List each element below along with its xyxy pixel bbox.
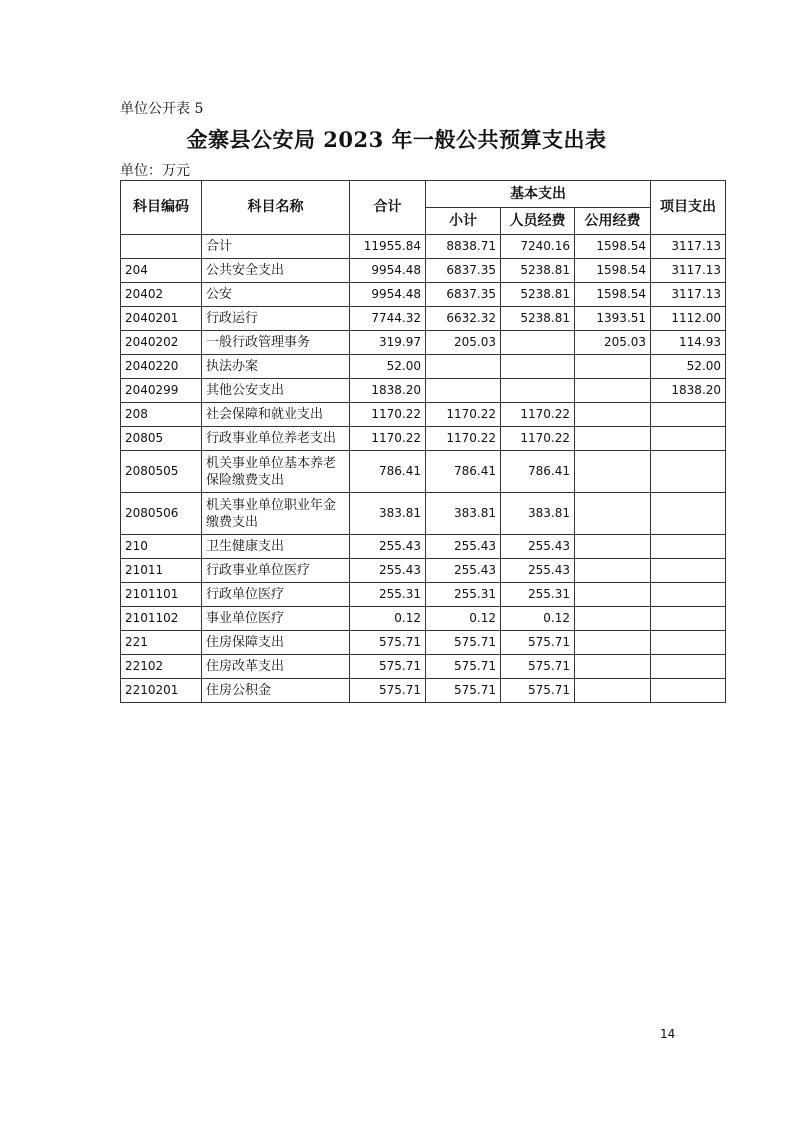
cell-personnel: 1170.22 <box>501 427 575 451</box>
cell-total: 9954.48 <box>350 259 426 283</box>
cell-total: 0.12 <box>350 607 426 631</box>
cell-subtotal: 786.41 <box>426 451 501 493</box>
cell-name: 机关事业单位职业年金缴费支出 <box>202 493 350 535</box>
cell-name: 行政单位医疗 <box>202 583 350 607</box>
cell-subtotal: 1170.22 <box>426 427 501 451</box>
cell-name: 一般行政管理事务 <box>202 331 350 355</box>
cell-name: 卫生健康支出 <box>202 535 350 559</box>
cell-project <box>651 493 726 535</box>
cell-subtotal: 255.31 <box>426 583 501 607</box>
cell-code: 2210201 <box>121 679 202 703</box>
cell-name: 执法办案 <box>202 355 350 379</box>
table-row <box>121 679 726 703</box>
cell-public <box>575 355 651 379</box>
cell-code: 20402 <box>121 283 202 307</box>
cell-subtotal <box>426 355 501 379</box>
header-basic: 基本支出 <box>426 181 651 208</box>
cell-name: 社会保障和就业支出 <box>202 403 350 427</box>
cell-total: 575.71 <box>350 655 426 679</box>
cell-code: 20805 <box>121 427 202 451</box>
cell-public: 1393.51 <box>575 307 651 331</box>
cell-personnel <box>501 379 575 403</box>
cell-total: 11955.84 <box>350 235 426 259</box>
table-row <box>121 307 726 331</box>
cell-personnel: 786.41 <box>501 451 575 493</box>
cell-total: 383.81 <box>350 493 426 535</box>
cell-personnel: 575.71 <box>501 679 575 703</box>
cell-personnel: 7240.16 <box>501 235 575 259</box>
cell-personnel: 5238.81 <box>501 307 575 331</box>
cell-personnel: 255.43 <box>501 559 575 583</box>
header-name: 科目名称 <box>202 181 350 235</box>
cell-project: 3117.13 <box>651 259 726 283</box>
cell-personnel: 383.81 <box>501 493 575 535</box>
cell-public <box>575 403 651 427</box>
cell-subtotal: 6837.35 <box>426 283 501 307</box>
cell-personnel: 575.71 <box>501 631 575 655</box>
cell-subtotal: 8838.71 <box>426 235 501 259</box>
cell-subtotal: 0.12 <box>426 607 501 631</box>
header-project: 项目支出 <box>651 181 726 235</box>
cell-project <box>651 451 726 493</box>
cell-personnel: 5238.81 <box>501 259 575 283</box>
table-row <box>121 631 726 655</box>
header-code: 科目编码 <box>121 181 202 235</box>
cell-public <box>575 493 651 535</box>
cell-project <box>651 583 726 607</box>
cell-code: 2040299 <box>121 379 202 403</box>
cell-code: 221 <box>121 631 202 655</box>
table-row <box>121 259 726 283</box>
cell-public <box>575 631 651 655</box>
cell-public <box>575 655 651 679</box>
table-row <box>121 607 726 631</box>
cell-project: 3117.13 <box>651 235 726 259</box>
cell-public: 205.03 <box>575 331 651 355</box>
cell-public <box>575 535 651 559</box>
cell-code: 2080506 <box>121 493 202 535</box>
cell-project <box>651 679 726 703</box>
cell-subtotal: 6837.35 <box>426 259 501 283</box>
cell-personnel: 5238.81 <box>501 283 575 307</box>
cell-code: 210 <box>121 535 202 559</box>
cell-project: 3117.13 <box>651 283 726 307</box>
cell-code: 2040220 <box>121 355 202 379</box>
cell-project: 52.00 <box>651 355 726 379</box>
cell-public: 1598.54 <box>575 235 651 259</box>
cell-public <box>575 427 651 451</box>
cell-total: 255.43 <box>350 559 426 583</box>
cell-personnel <box>501 331 575 355</box>
cell-total: 575.71 <box>350 679 426 703</box>
cell-subtotal: 1170.22 <box>426 403 501 427</box>
cell-personnel <box>501 355 575 379</box>
table-row <box>121 559 726 583</box>
cell-subtotal: 6632.32 <box>426 307 501 331</box>
cell-name: 事业单位医疗 <box>202 607 350 631</box>
cell-subtotal: 383.81 <box>426 493 501 535</box>
cell-total: 7744.32 <box>350 307 426 331</box>
cell-code: 21011 <box>121 559 202 583</box>
cell-total: 1170.22 <box>350 427 426 451</box>
header-subtotal: 小计 <box>426 208 501 235</box>
cell-project <box>651 535 726 559</box>
cell-code: 208 <box>121 403 202 427</box>
cell-project <box>651 607 726 631</box>
cell-subtotal: 575.71 <box>426 655 501 679</box>
table-row <box>121 331 726 355</box>
cell-subtotal: 575.71 <box>426 679 501 703</box>
cell-total: 786.41 <box>350 451 426 493</box>
cell-public: 1598.54 <box>575 259 651 283</box>
table-row <box>121 403 726 427</box>
table-row <box>121 535 726 559</box>
cell-subtotal: 255.43 <box>426 535 501 559</box>
cell-public <box>575 451 651 493</box>
table-row <box>121 283 726 307</box>
cell-name: 住房改革支出 <box>202 655 350 679</box>
cell-public <box>575 679 651 703</box>
cell-name: 机关事业单位基本养老保险缴费支出 <box>202 451 350 493</box>
cell-name: 行政事业单位养老支出 <box>202 427 350 451</box>
cell-total: 9954.48 <box>350 283 426 307</box>
table-row <box>121 427 726 451</box>
table-row <box>121 355 726 379</box>
cell-personnel: 1170.22 <box>501 403 575 427</box>
cell-total: 1838.20 <box>350 379 426 403</box>
cell-personnel: 255.43 <box>501 535 575 559</box>
page-title: 金寨县公安局 2023 年一般公共预算支出表 <box>186 127 607 152</box>
header-personnel: 人员经费 <box>501 208 575 235</box>
cell-total: 52.00 <box>350 355 426 379</box>
cell-project: 1838.20 <box>651 379 726 403</box>
cell-public <box>575 559 651 583</box>
cell-code: 2040201 <box>121 307 202 331</box>
cell-project <box>651 655 726 679</box>
cell-total: 255.31 <box>350 583 426 607</box>
header-public: 公用经费 <box>575 208 651 235</box>
cell-name: 行政事业单位医疗 <box>202 559 350 583</box>
cell-name: 行政运行 <box>202 307 350 331</box>
cell-subtotal: 575.71 <box>426 631 501 655</box>
cell-personnel: 0.12 <box>501 607 575 631</box>
cell-subtotal <box>426 379 501 403</box>
page-number: 14 <box>660 1027 676 1041</box>
cell-project <box>651 631 726 655</box>
table-row <box>121 235 726 259</box>
budget-table <box>120 180 726 703</box>
cell-project: 1112.00 <box>651 307 726 331</box>
header-total: 合计 <box>350 181 426 235</box>
cell-code: 204 <box>121 259 202 283</box>
cell-personnel: 255.31 <box>501 583 575 607</box>
cell-public <box>575 607 651 631</box>
table-row <box>121 583 726 607</box>
cell-public: 1598.54 <box>575 283 651 307</box>
cell-total: 255.43 <box>350 535 426 559</box>
cell-project <box>651 403 726 427</box>
cell-project: 114.93 <box>651 331 726 355</box>
cell-code: 22102 <box>121 655 202 679</box>
cell-name: 住房保障支出 <box>202 631 350 655</box>
cell-total: 575.71 <box>350 631 426 655</box>
cell-personnel: 575.71 <box>501 655 575 679</box>
cell-code: 2080505 <box>121 451 202 493</box>
table-body <box>121 235 726 703</box>
cell-project <box>651 427 726 451</box>
unit-label: 单位：万元 <box>120 163 190 179</box>
table-row <box>121 379 726 403</box>
table-caption: 单位公开表 5 <box>120 101 204 117</box>
cell-public <box>575 379 651 403</box>
cell-project <box>651 559 726 583</box>
cell-name: 公安 <box>202 283 350 307</box>
cell-code <box>121 235 202 259</box>
cell-total: 1170.22 <box>350 403 426 427</box>
cell-total: 319.97 <box>350 331 426 355</box>
cell-name: 合计 <box>202 235 350 259</box>
cell-name: 其他公安支出 <box>202 379 350 403</box>
cell-subtotal: 255.43 <box>426 559 501 583</box>
table-row <box>121 493 726 535</box>
cell-code: 2101102 <box>121 607 202 631</box>
table-row <box>121 451 726 493</box>
cell-code: 2040202 <box>121 331 202 355</box>
cell-code: 2101101 <box>121 583 202 607</box>
cell-name: 住房公积金 <box>202 679 350 703</box>
cell-public <box>575 583 651 607</box>
cell-subtotal: 205.03 <box>426 331 501 355</box>
cell-name: 公共安全支出 <box>202 259 350 283</box>
table-row <box>121 655 726 679</box>
